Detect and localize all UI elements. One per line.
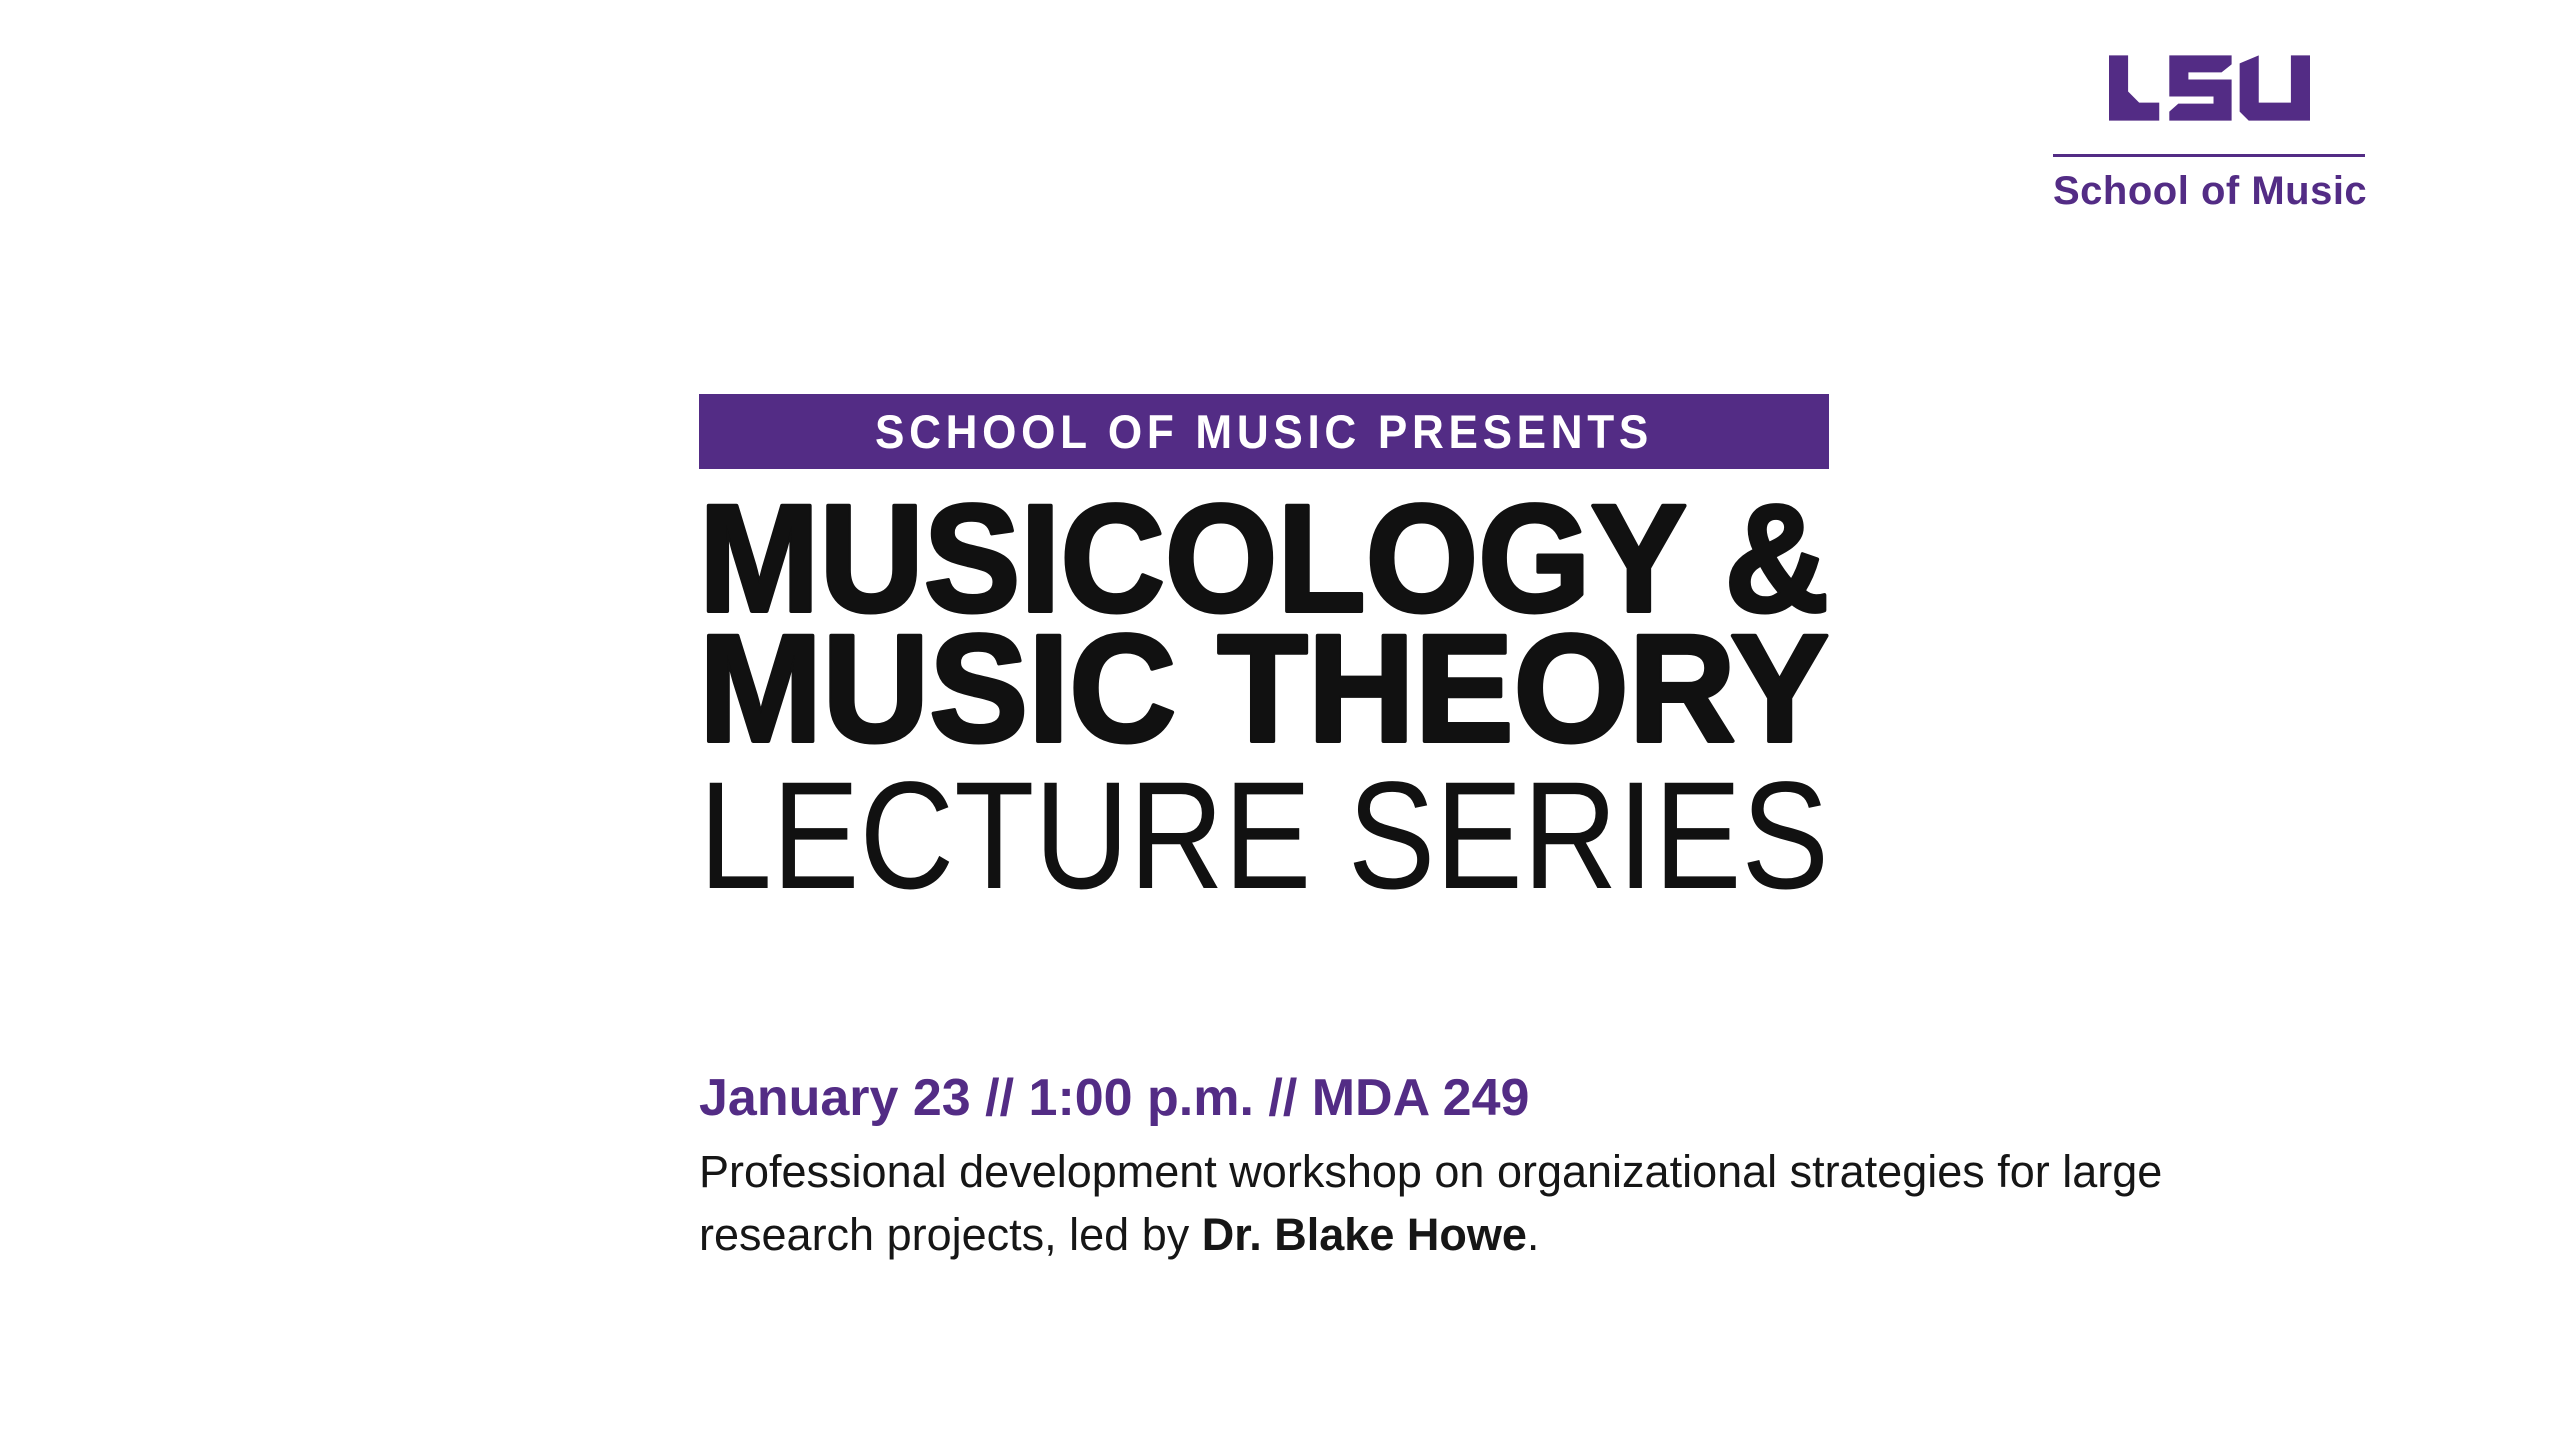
lsu-letter-u — [2239, 55, 2309, 120]
speaker-name: Dr. Blake Howe — [1201, 1209, 1527, 1260]
presents-banner — [699, 394, 1829, 469]
presents-banner-canvas — [699, 394, 1829, 469]
title-line-1-text: MUSICOLOGY & — [699, 473, 1829, 644]
title-line-2-text: MUSIC THEORY — [699, 603, 1829, 774]
title-line-1 — [699, 473, 1829, 648]
description-period: . — [1526, 1209, 1540, 1260]
description-line-1: Professional development workshop on organizational strategies for large — [699, 1146, 2163, 1197]
logo-divider-line — [2053, 154, 2365, 157]
lsu-letter-s — [2169, 55, 2231, 120]
event-description — [699, 1140, 2162, 1266]
lsu-letter-l — [2109, 55, 2159, 120]
presents-banner-label: SCHOOL OF MUSIC PRESENTS — [875, 405, 1653, 458]
description-line-2-prefix: research projects, led by — [699, 1209, 1202, 1260]
title-line-2 — [699, 603, 1829, 778]
title-line-3 — [699, 750, 1829, 925]
lsu-wordmark-icon — [2109, 55, 2310, 121]
description-line-2 — [699, 1203, 2162, 1266]
title-line-3-text: LECTURE SERIES — [699, 750, 1829, 921]
lsu-logo-block — [2053, 55, 2368, 214]
school-of-music-label: School of Music — [2053, 169, 2368, 213]
event-datetime-location: January 23 // 1:00 p.m. // MDA 249 — [699, 1069, 1530, 1127]
